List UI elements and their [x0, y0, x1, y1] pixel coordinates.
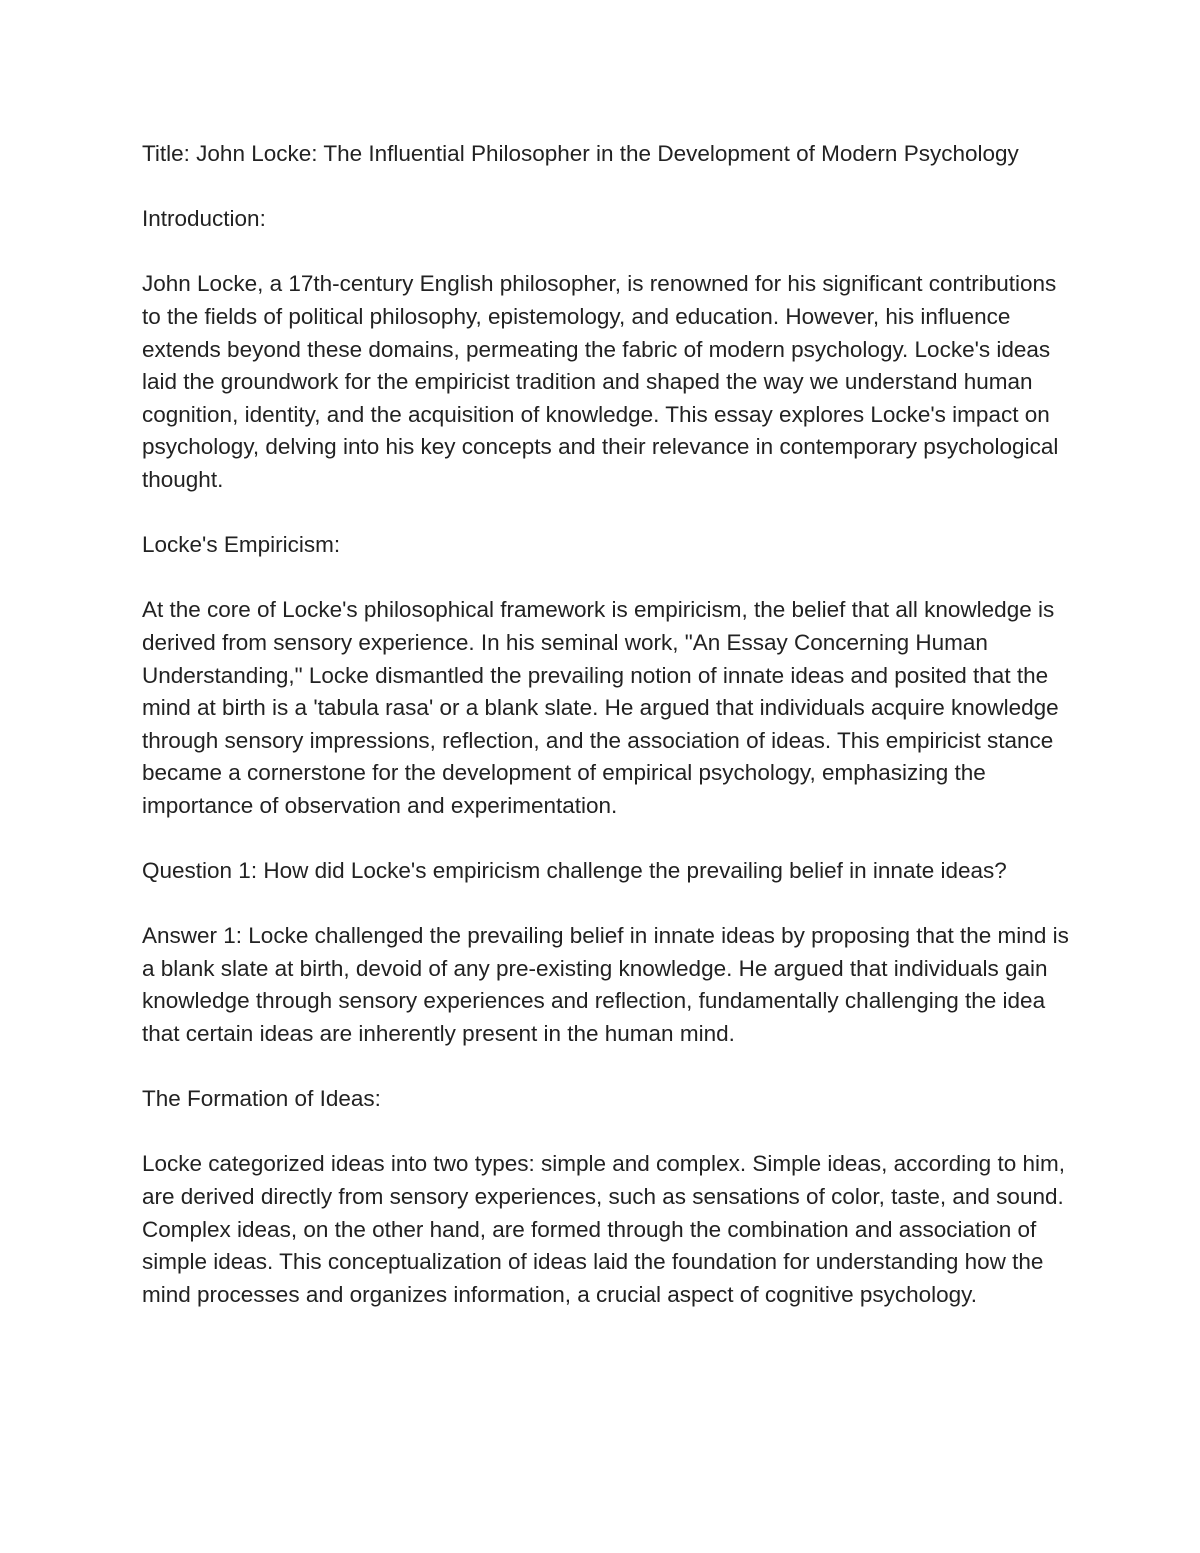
- formation-paragraph: Locke categorized ideas into two types: simple and complex. Simple ideas, according to him, are derived directly from sensory experiences, such as sensations of color, taste, and sound. Complex ideas, on the other hand, are formed through the combination and association of simple ideas. This conceptualization of ideas laid the foundation for understanding how the mind processes and organizes information, a crucial aspect of cognitive psychology.: [142, 1151, 1065, 1307]
- answer-1: Answer 1: Locke challenged the prevailing belief in innate ideas by proposing that the mind is a blank slate at birth, devoid of any pre-existing knowledge. He argued that individuals gain knowledge through sensory experiences and reflection, fundamentally challenging the idea that certain ideas are inherently present in the human mind.: [142, 923, 1069, 1047]
- intro-paragraph: John Locke, a 17th-century English philosopher, is renowned for his significant contributions to the fields of political philosophy, epistemology, and education. However, his influence extends beyond these domains, permeating the fabric of modern psychology. Locke's ideas laid the groundwork for the empiricist tradition and shaped the way we understand human cognition, identity, and the acquisition of knowledge. This essay explores Locke's impact on psychology, delving into his key concepts and their relevance in contemporary psychological thought.: [142, 271, 1059, 492]
- empiricism-paragraph: At the core of Locke's philosophical framework is empiricism, the belief that all knowledge is derived from sensory experience. In his seminal work, "An Essay Concerning Human Understanding," Locke dismantled the prevailing notion of innate ideas and posited that the mind at birth is a 'tabula rasa' or a blank slate. He argued that individuals acquire knowledge through sensory impressions, reflection, and the association of ideas. This empiricist stance became a cornerstone for the development of empirical psychology, emphasizing the importance of observation and experimentation.: [142, 597, 1059, 818]
- document-body: [142, 138, 1072, 1344]
- formation-heading: The Formation of Ideas:: [142, 1086, 381, 1112]
- question-1: Question 1: How did Locke's empiricism challenge the prevailing belief in innate ideas?: [142, 858, 1007, 884]
- empiricism-heading: Locke's Empiricism:: [142, 532, 341, 558]
- document-title: Title: John Locke: The Influential Philosopher in the Development of Modern Psychology: [142, 141, 1019, 166]
- intro-heading: Introduction:: [142, 206, 266, 232]
